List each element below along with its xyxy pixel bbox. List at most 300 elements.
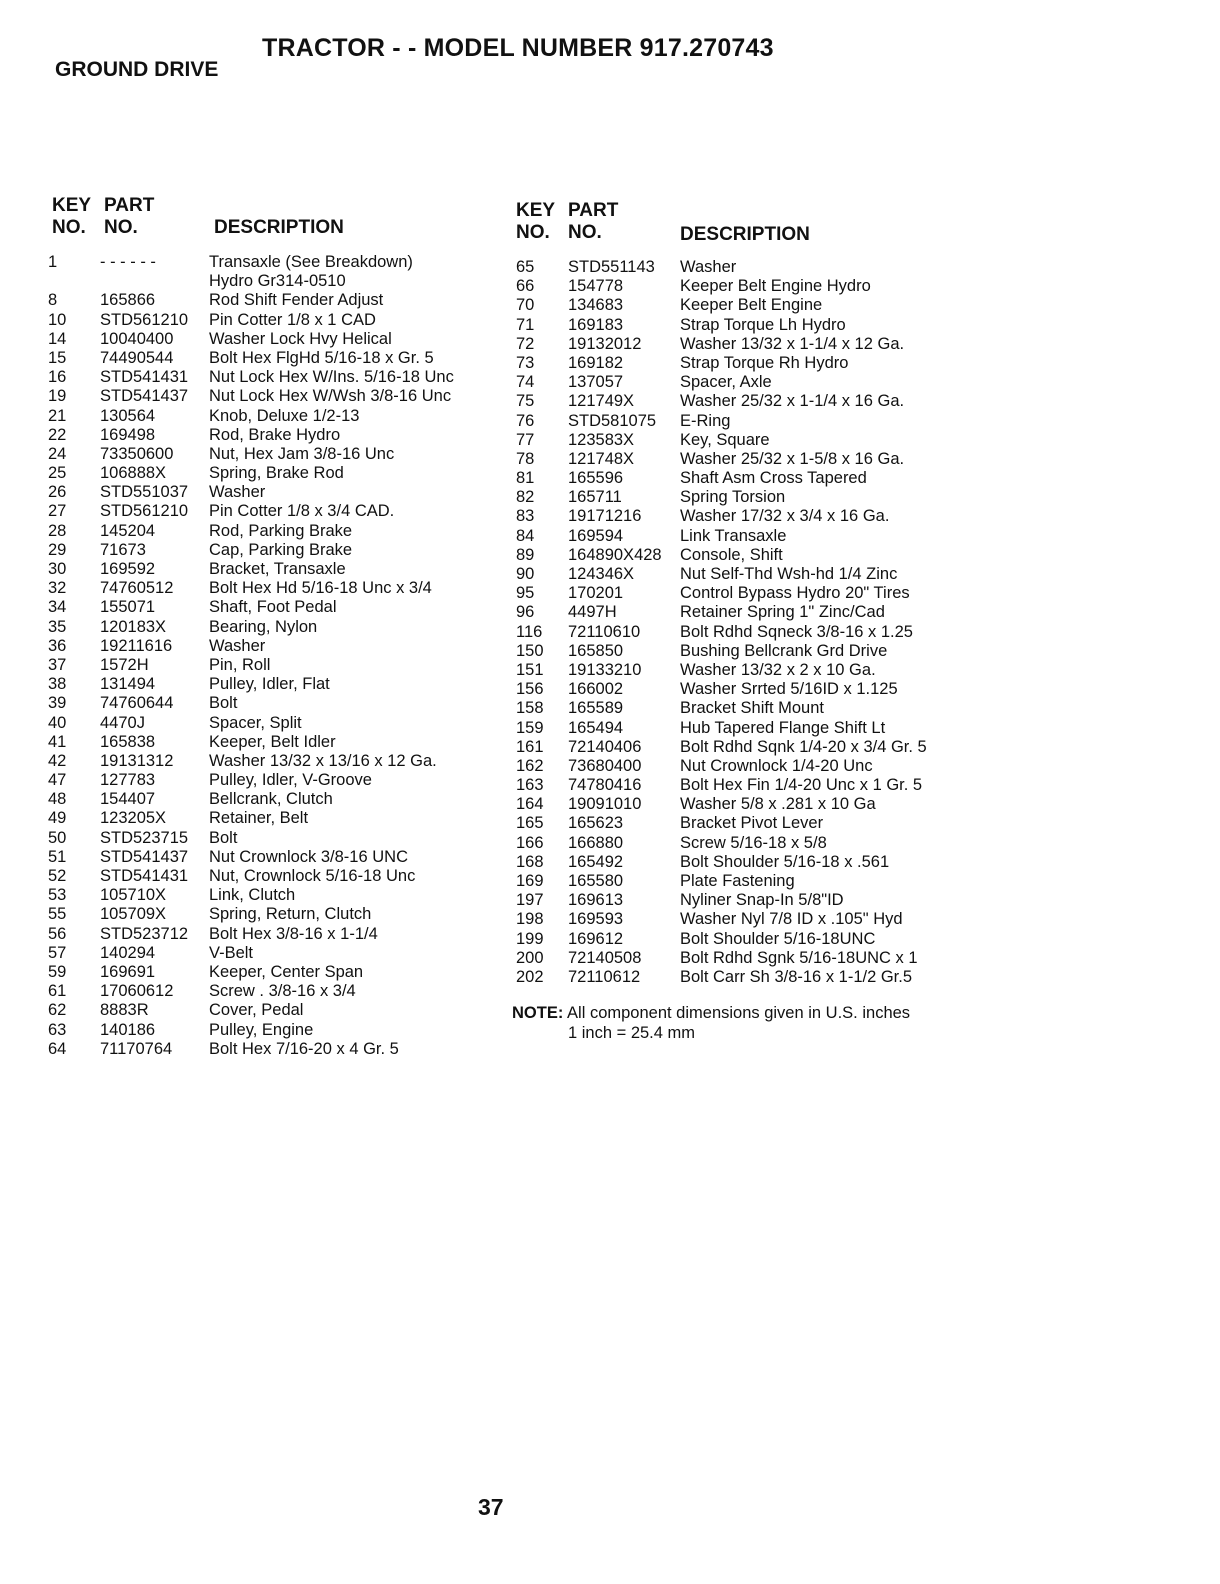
part-description: Pin Cotter 1/8 x 3/4 CAD. (209, 502, 395, 521)
part-number: STD541431 (100, 368, 189, 387)
key-number: 89 (516, 545, 535, 564)
key-number: 52 (48, 867, 67, 885)
parts-row (48, 1001, 498, 1020)
part-number: 145204 (100, 521, 156, 540)
parts-row (48, 1021, 498, 1040)
key-number: 49 (48, 809, 67, 828)
part-description: Strap Torque Lh Hydro (680, 315, 846, 334)
key-number: 77 (516, 430, 535, 449)
parts-row (512, 488, 962, 507)
parts-row (48, 809, 498, 828)
part-number: 4497H (568, 603, 617, 622)
part-number: 169498 (100, 425, 156, 444)
key-number: 57 (48, 943, 67, 962)
note-label: NOTE: (512, 1004, 564, 1022)
parts-row (48, 714, 498, 733)
key-number: 16 (48, 368, 67, 387)
parts-row (512, 392, 962, 411)
key-number: 56 (48, 924, 67, 943)
key-number: 82 (516, 488, 535, 507)
key-number: 168 (516, 852, 544, 871)
parts-row (512, 872, 962, 891)
part-description: Pin, Roll (209, 655, 271, 674)
part-number: 166880 (568, 833, 624, 852)
part-number: 169592 (100, 560, 156, 578)
parts-row (512, 507, 962, 526)
key-number: 90 (516, 565, 535, 583)
part-description: E-Ring (680, 411, 731, 430)
parts-row (512, 757, 962, 776)
part-number: STD551037 (100, 483, 189, 502)
part-number: 165866 (100, 291, 156, 310)
part-number: 72140508 (568, 948, 642, 967)
key-number: 164 (516, 795, 544, 814)
part-description: Pulley, Idler, V-Groove (209, 771, 372, 790)
part-number: 127783 (100, 771, 156, 790)
part-number: 165623 (568, 814, 624, 833)
part-description: Link, Clutch (209, 886, 296, 905)
parts-row (48, 944, 498, 963)
part-description: Pin Cotter 1/8 x 1 CAD (209, 310, 376, 329)
part-description: Bolt Shoulder 5/16-18 x .561 (680, 852, 890, 871)
part-number: STD541437 (100, 847, 189, 866)
part-description: Screw 5/16-18 x 5/8 (680, 833, 827, 852)
dimension-note (512, 1003, 910, 1043)
part-description: Hub Tapered Flange Shift Lt (680, 718, 886, 737)
parts-row (48, 618, 498, 637)
part-number: 1572H (100, 655, 149, 674)
part-description: Keeper, Belt Idler (209, 732, 336, 751)
part-number: 74490544 (100, 348, 174, 367)
parts-row (48, 752, 498, 771)
key-number: 64 (48, 1039, 67, 1058)
key-number: 21 (48, 406, 67, 425)
part-description: Nut Crownlock 3/8-16 UNC (209, 847, 408, 866)
parts-row (48, 656, 498, 675)
part-description: Bracket Shift Mount (680, 699, 824, 718)
key-number: 29 (48, 540, 67, 559)
part-number: 4470J (100, 713, 145, 732)
key-number: 39 (48, 694, 67, 713)
key-number: 159 (516, 718, 544, 737)
parts-row (512, 450, 962, 469)
parts-row (48, 675, 498, 694)
key-number: 71 (516, 315, 535, 334)
parts-row (48, 694, 498, 713)
part-description: Washer (209, 483, 266, 502)
parts-row (512, 949, 962, 968)
part-description: Bolt Hex Fin 1/4-20 Unc x 1 Gr. 5 (680, 776, 923, 795)
part-number: STD561210 (100, 502, 189, 521)
part-description: Nut Lock Hex W/Ins. 5/16-18 Unc (209, 368, 454, 387)
parts-row (48, 790, 498, 809)
key-number: 163 (516, 776, 544, 795)
parts-row (512, 603, 962, 622)
part-number: STD523715 (100, 828, 189, 847)
key-number: 26 (48, 483, 67, 502)
parts-row (48, 368, 498, 387)
part-description: Rod Shift Fender Adjust (209, 291, 384, 310)
key-number: 84 (516, 526, 535, 545)
parts-row (48, 483, 498, 502)
part-number: 155071 (100, 598, 156, 617)
parts-row (512, 412, 962, 431)
key-number: 19 (48, 387, 67, 406)
part-description: Plate Fastening (680, 872, 795, 890)
part-description: Bolt (209, 694, 238, 713)
part-description: Spring Torsion (680, 488, 786, 507)
part-description: Washer 5/8 x .281 x 10 Ga (680, 795, 876, 814)
key-number: 199 (516, 929, 544, 948)
parts-row (512, 853, 962, 872)
parts-row (48, 349, 498, 368)
key-number: 73 (516, 353, 535, 372)
parts-row (48, 502, 498, 521)
key-number: 53 (48, 886, 67, 905)
part-description: Washer Lock Hvy Helical (209, 329, 392, 348)
part-number: 17060612 (100, 982, 174, 1001)
parts-row (512, 930, 962, 949)
part-description: Nut Lock Hex W/Wsh 3/8-16 Unc (209, 387, 452, 406)
part-number: STD551143 (568, 258, 655, 276)
key-number: 27 (48, 502, 67, 521)
part-description: Nut, Hex Jam 3/8-16 Unc (209, 444, 395, 463)
part-description: V-Belt (209, 943, 254, 962)
part-number: 124346X (568, 565, 635, 583)
parts-row (48, 733, 498, 752)
part-description: Shaft Asm Cross Tapered (680, 469, 867, 488)
key-number: 15 (48, 348, 67, 367)
key-number: 28 (48, 521, 67, 540)
part-header-1: PART (104, 195, 155, 216)
part-description: Spring, Brake Rod (209, 464, 344, 483)
parts-row (48, 445, 498, 464)
part-number: 106888X (100, 464, 167, 483)
parts-row (48, 291, 498, 310)
part-description: Washer 13/32 x 1-1/4 x 12 Ga. (680, 334, 905, 353)
part-description: Hydro Gr314-0510 (209, 272, 346, 291)
key-number: 8 (48, 291, 58, 310)
part-description: Control Bypass Hydro 20" Tires (680, 584, 910, 603)
part-description: Pulley, Idler, Flat (209, 675, 330, 694)
parts-row (512, 623, 962, 642)
section-title: GROUND DRIVE (55, 58, 219, 81)
parts-row (512, 527, 962, 546)
part-description: Shaft, Foot Pedal (209, 598, 337, 617)
key-number: 151 (516, 660, 544, 679)
part-number: 8883R (100, 1001, 149, 1020)
part-description: Washer 13/32 x 2 x 10 Ga. (680, 660, 876, 679)
part-number: 154407 (100, 790, 156, 809)
key-number: 156 (516, 680, 544, 699)
note-line-1: All component dimensions given in U.S. inches (567, 1004, 911, 1022)
parts-row (48, 1040, 498, 1059)
key-number: 24 (48, 444, 67, 463)
parts-row (48, 560, 498, 579)
parts-list-left (48, 195, 498, 1059)
part-description: Bolt Carr Sh 3/8-16 x 1-1/2 Gr.5 (680, 967, 913, 986)
key-number: 48 (48, 790, 67, 809)
parts-row (48, 426, 498, 445)
part-description: Transaxle (See Breakdown) (209, 253, 413, 271)
part-number: - - - - - - (100, 253, 156, 271)
part-header-1: PART (568, 200, 619, 221)
part-number: 169183 (568, 315, 624, 334)
part-description: Spring, Return, Clutch (209, 905, 372, 924)
key-header-2: NO. (516, 222, 550, 243)
key-number: 34 (48, 598, 67, 617)
key-number: 72 (516, 334, 535, 353)
part-number: STD541431 (100, 867, 189, 885)
part-number: 165711 (568, 488, 622, 507)
key-number: 200 (516, 948, 544, 967)
key-header-1: KEY (516, 200, 556, 221)
parts-row (48, 771, 498, 790)
part-description: Washer Nyl 7/8 ID x .105" Hyd (680, 910, 903, 929)
key-number: 63 (48, 1020, 67, 1039)
part-number: STD581075 (568, 411, 657, 430)
parts-row (48, 637, 498, 656)
parts-row (512, 776, 962, 795)
parts-row (48, 848, 498, 867)
part-number: 105710X (100, 886, 167, 905)
parts-row (512, 546, 962, 565)
parts-row (512, 277, 962, 296)
part-number: 169613 (568, 891, 624, 910)
parts-row (48, 464, 498, 483)
parts-row (512, 834, 962, 853)
key-number: 32 (48, 579, 67, 598)
parts-row (48, 963, 498, 982)
part-number: 165589 (568, 699, 624, 718)
key-number: 42 (48, 751, 67, 770)
part-description: Console, Shift (680, 545, 783, 564)
key-number: 62 (48, 1001, 67, 1020)
key-number: 41 (48, 732, 67, 751)
part-description: Retainer, Belt (209, 809, 309, 828)
key-number: 38 (48, 675, 67, 694)
part-number: 165580 (568, 872, 624, 890)
part-number: 165492 (568, 852, 624, 871)
part-description: Washer (680, 258, 737, 276)
parts-row (512, 968, 962, 987)
part-number: 164890X428 (568, 545, 662, 564)
part-description: Washer Srrted 5/16ID x 1.125 (680, 680, 898, 699)
part-number: 19133210 (568, 660, 642, 679)
part-description: Link Transaxle (680, 526, 787, 545)
part-description: Rod, Parking Brake (209, 521, 353, 540)
part-number: 19211616 (100, 636, 173, 655)
part-header-2: NO. (104, 217, 138, 238)
part-description: Bolt Rdhd Sgnk 5/16-18UNC x 1 (680, 948, 918, 967)
part-number: 71673 (100, 540, 146, 559)
parts-row (512, 680, 962, 699)
parts-row (512, 296, 962, 315)
parts-row (48, 387, 498, 406)
parts-row (48, 982, 498, 1001)
key-number: 10 (48, 310, 67, 329)
parts-row (512, 316, 962, 335)
part-description: Bolt (209, 828, 238, 847)
part-number: 140186 (100, 1020, 156, 1039)
key-number: 61 (48, 982, 67, 1001)
key-number: 66 (516, 277, 535, 296)
part-number: 123583X (568, 430, 635, 449)
key-header-2: NO. (52, 217, 86, 238)
part-number: 165596 (568, 469, 624, 488)
parts-row (48, 925, 498, 944)
part-description: Spacer, Axle (680, 373, 772, 392)
key-number: 50 (48, 828, 67, 847)
part-description: Bolt Rdhd Sqnk 1/4-20 x 3/4 Gr. 5 (680, 737, 927, 756)
description-header: DESCRIPTION (680, 224, 810, 245)
description-header: DESCRIPTION (214, 217, 344, 238)
page-number: 37 (478, 1494, 504, 1520)
parts-row (512, 373, 962, 392)
part-number: 169593 (568, 910, 624, 929)
part-number: 166002 (568, 680, 624, 699)
parts-row (512, 354, 962, 373)
key-number: 96 (516, 603, 535, 622)
part-description: Keeper Belt Engine (680, 296, 823, 315)
parts-row (48, 598, 498, 617)
parts-row (512, 584, 962, 603)
part-description: Bolt Hex Hd 5/16-18 Unc x 3/4 (209, 579, 432, 598)
part-description: Knob, Deluxe 1/2-13 (209, 406, 360, 425)
part-description: Nyliner Snap-In 5/8"ID (680, 891, 844, 910)
part-number: 73350600 (100, 444, 174, 463)
parts-row (48, 253, 498, 272)
part-number: 74760644 (100, 694, 174, 713)
parts-row (512, 431, 962, 450)
part-description: Screw . 3/8-16 x 3/4 (209, 982, 356, 1001)
parts-row (512, 738, 962, 757)
part-description: Bolt Hex 3/8-16 x 1-1/4 (209, 924, 378, 943)
key-number: 35 (48, 617, 67, 636)
key-number: 81 (516, 469, 535, 488)
key-number: 158 (516, 699, 544, 718)
part-description: Bolt Hex FlgHd 5/16-18 x Gr. 5 (209, 348, 434, 367)
key-number: 30 (48, 560, 67, 578)
part-header-2: NO. (568, 222, 602, 243)
parts-row (48, 311, 498, 330)
part-number: 72110612 (568, 967, 641, 986)
part-number: 169691 (100, 962, 156, 981)
part-number: 72110610 (568, 622, 641, 641)
key-number: 76 (516, 411, 535, 430)
parts-row (48, 407, 498, 426)
parts-row (48, 541, 498, 560)
key-number: 51 (48, 847, 67, 866)
column-header (512, 200, 962, 258)
key-number: 169 (516, 872, 544, 890)
column-header (48, 195, 498, 253)
part-description: Bracket Pivot Lever (680, 814, 824, 833)
parts-row (512, 891, 962, 910)
note-line-2: 1 inch = 25.4 mm (568, 1024, 696, 1042)
key-number: 59 (48, 962, 67, 981)
page-title: TRACTOR - - MODEL NUMBER 917.270743 (262, 34, 774, 62)
parts-row (512, 469, 962, 488)
key-number: 55 (48, 905, 67, 924)
parts-row (512, 258, 962, 277)
part-description: Cap, Parking Brake (209, 540, 353, 559)
part-description: Washer 25/32 x 1-5/8 x 16 Ga. (680, 449, 905, 468)
part-number: 10040400 (100, 329, 174, 348)
part-description: Bushing Bellcrank Grd Drive (680, 641, 888, 660)
part-description: Nut Self-Thd Wsh-hd 1/4 Zinc (680, 565, 898, 583)
part-description: Bellcrank, Clutch (209, 790, 333, 809)
part-number: 165850 (568, 641, 624, 660)
key-number: 70 (516, 296, 535, 315)
key-number: 116 (516, 622, 543, 641)
key-number: 83 (516, 507, 535, 526)
parts-row (512, 335, 962, 354)
key-number: 166 (516, 833, 544, 852)
part-description: Washer (209, 636, 266, 655)
key-number: 40 (48, 713, 67, 732)
parts-row (48, 579, 498, 598)
part-number: 123205X (100, 809, 167, 828)
part-number: 165494 (568, 718, 624, 737)
part-description: Keeper, Center Span (209, 962, 364, 981)
parts-row (512, 795, 962, 814)
parts-row (48, 330, 498, 349)
key-number: 74 (516, 373, 535, 392)
key-number: 14 (48, 329, 67, 348)
parts-list-right (512, 200, 962, 987)
part-description: Bolt Hex 7/16-20 x 4 Gr. 5 (209, 1039, 399, 1058)
part-description: Bolt Shoulder 5/16-18UNC (680, 929, 876, 948)
parts-row (48, 905, 498, 924)
parts-row (48, 272, 498, 291)
part-description: Rod, Brake Hydro (209, 425, 341, 444)
key-number: 162 (516, 756, 544, 775)
part-number: 169182 (568, 353, 624, 372)
part-number: 19131312 (100, 751, 174, 770)
key-number: 1 (48, 253, 58, 271)
part-number: 140294 (100, 943, 156, 962)
parts-row (48, 829, 498, 848)
key-number: 25 (48, 464, 67, 483)
part-description: Retainer Spring 1" Zinc/Cad (680, 603, 885, 622)
part-number: 121749X (568, 392, 635, 411)
part-description: Nut Crownlock 1/4-20 Unc (680, 756, 873, 775)
parts-row (512, 642, 962, 661)
parts-row (48, 867, 498, 886)
part-number: 120183X (100, 617, 167, 636)
part-description: Key, Square (680, 430, 770, 449)
part-description: Cover, Pedal (209, 1001, 304, 1020)
part-number: 74760512 (100, 579, 174, 598)
parts-row (512, 814, 962, 833)
part-description: Washer 13/32 x 13/16 x 12 Ga. (209, 751, 437, 770)
part-number: STD541437 (100, 387, 189, 406)
part-number: 137057 (568, 373, 624, 392)
key-number: 36 (48, 636, 67, 655)
part-number: 170201 (568, 584, 624, 603)
parts-row (512, 910, 962, 929)
key-number: 165 (516, 814, 544, 833)
key-number: 197 (516, 891, 544, 910)
part-number: 19132012 (568, 334, 642, 353)
key-header-1: KEY (52, 195, 92, 216)
part-number: 165838 (100, 732, 156, 751)
key-number: 198 (516, 910, 544, 929)
key-number: 95 (516, 584, 535, 603)
part-description: Washer 25/32 x 1-1/4 x 16 Ga. (680, 392, 905, 411)
part-description: Spacer, Split (209, 713, 302, 732)
